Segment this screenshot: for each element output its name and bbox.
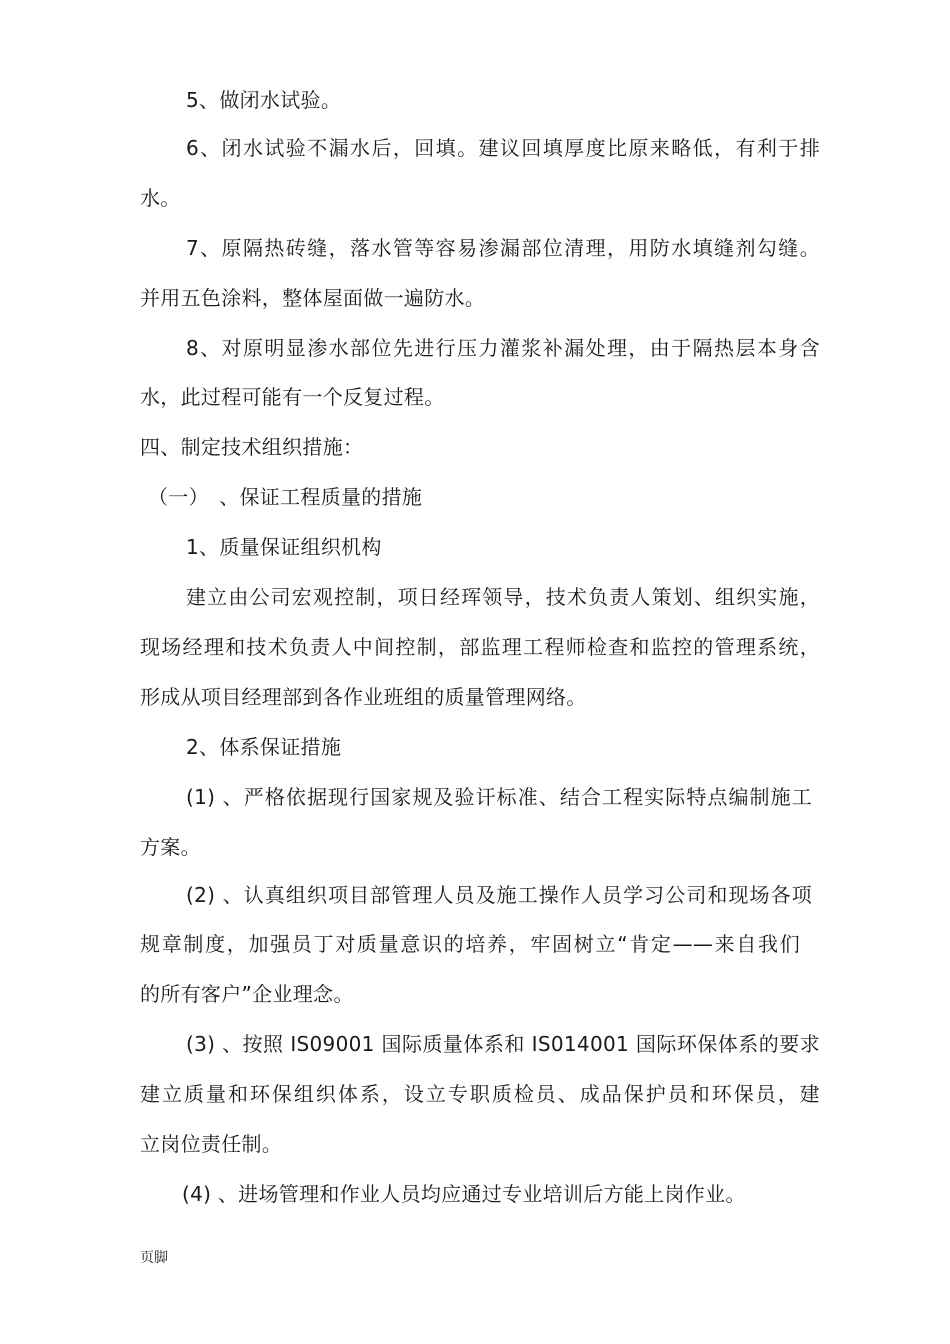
paragraph-line: 现场经理和技术负责人中间控制，部监理工程师检查和监控的管理系统， <box>140 635 820 659</box>
paragraph-line: (4) 、进场管理和作业人员均应通过专业培训后方能上岗作业。 <box>182 1182 746 1206</box>
paragraph-line: 7、原隔热砖缝，落水管等容易渗漏部位清理，用防水填缝剂勾缝。 <box>186 236 820 260</box>
item-heading: 2、体系保证措施 <box>186 735 342 759</box>
paragraph-line: 的所有客户”企业理念。 <box>140 982 354 1006</box>
paragraph-line: 6、闭水试验不漏水后，回填。建议回填厚度比原来略低，有利于排 <box>186 136 820 160</box>
item-heading: 1、质量保证组织机构 <box>186 535 382 559</box>
paragraph-line: 5、做闭水试验。 <box>186 88 342 112</box>
section-heading: 四、制定技术组织措施： <box>140 435 364 459</box>
paragraph-line: 立岗位责任制。 <box>140 1132 283 1156</box>
paragraph-line: 规章制度，加强员丁对质量意识的培养，牢固树立“肯定——来自我们 <box>140 932 800 956</box>
paragraph-line: (2) 、认真组织项目部管理人员及施工操作人员学习公司和现场各项 <box>186 883 812 907</box>
paragraph-line: 建立质量和环保组织体系，设立专职质检员、成品保护员和环保员，建 <box>140 1082 820 1106</box>
paragraph-line: (3) 、按照 IS09001 国际质量体系和 IS014001 国际环保体系的要求 <box>186 1032 820 1056</box>
paragraph-line: 形成从项目经理部到各作业班组的质量管理网络。 <box>140 685 587 709</box>
paragraph-line: 8、对原明显渗水部位先进行压力灌浆补漏处理，由于隔热层本身含 <box>186 336 820 360</box>
subsection-heading: （一） 、保证工程质量的措施 <box>148 485 423 509</box>
paragraph-line: (1) 、严格依据现行国家规及验讦标准、结合工程实际特点编制施工 <box>186 785 812 809</box>
paragraph-line: 水，此过程可能有一个反复过程。 <box>140 385 445 409</box>
page-footer: 页脚 <box>140 1250 168 1266</box>
paragraph-line: 建立由公司宏观控制，项日经珲领导，技术负责人策划、组织实施， <box>186 585 820 609</box>
paragraph-line: 水。 <box>140 186 181 210</box>
paragraph-line: 并用五色涂料，整体屋面做一遍防水。 <box>140 286 486 310</box>
paragraph-line: 方案。 <box>140 835 201 859</box>
